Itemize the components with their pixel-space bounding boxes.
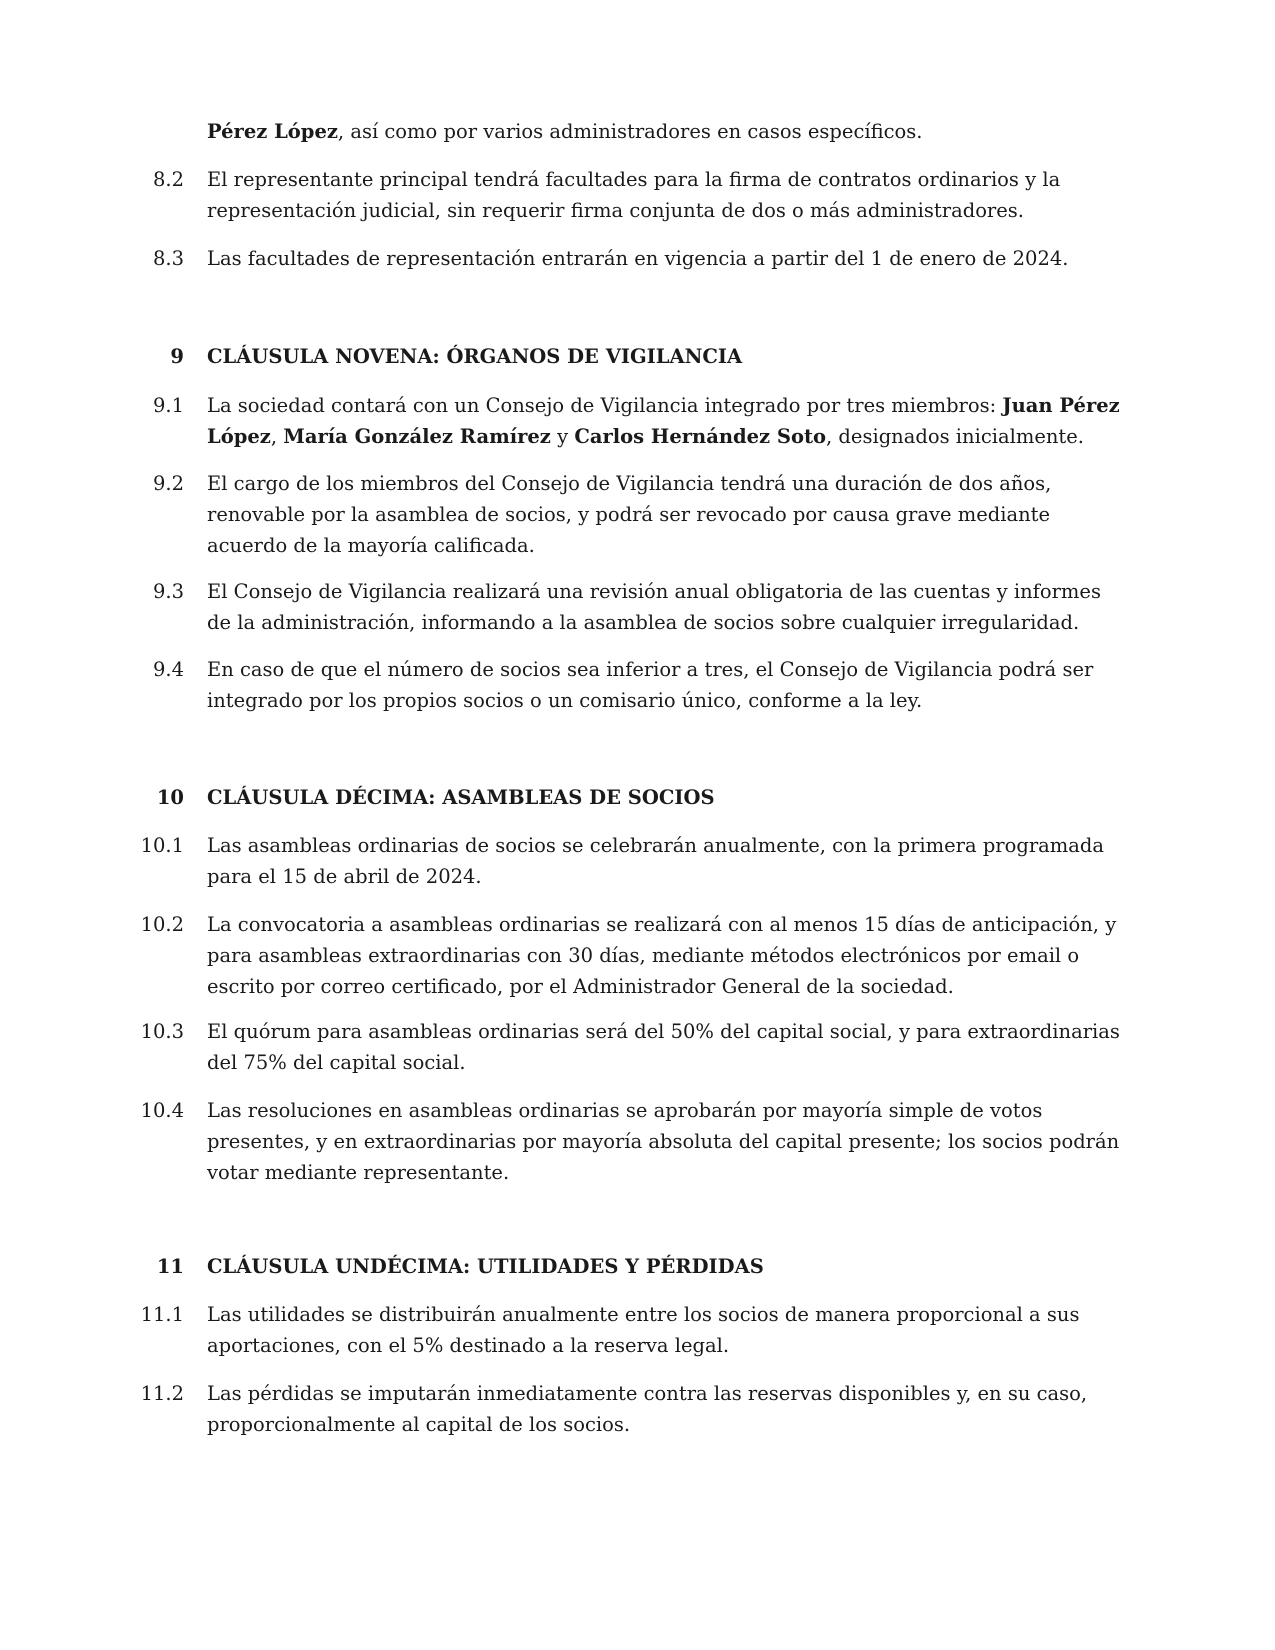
member-name: Juan Pérez López (207, 394, 1120, 448)
bold-name: Pérez López (207, 120, 338, 143)
clause-text: Las facultades de representación entrarán en vigencia a partir del 1 de enero de 2024. (207, 247, 1069, 270)
section-number: 9 (170, 345, 184, 368)
clause-number: 8.3 (152, 247, 184, 270)
clause-text: Las utilidades se distribuirán anualmente entre los socios de manera proporcional a sus aportaciones, con el 5% destinado a la reserva legal. (207, 1303, 1080, 1357)
clause-number: 10.4 (140, 1099, 184, 1122)
section-title: CLÁUSULA UNDÉCIMA: UTILIDADES Y PÉRDIDAS (207, 1255, 764, 1278)
clause-text: Las asambleas ordinarias de socios se celebrarán anualmente, con la primera programada para el 15 de abril de 2024. (207, 834, 1105, 888)
member-name: María González Ramírez (283, 425, 551, 448)
section-title: CLÁUSULA DÉCIMA: ASAMBLEAS DE SOCIOS (207, 786, 715, 809)
clause-number: 9.2 (152, 472, 184, 495)
clause-number: 10.3 (140, 1020, 184, 1043)
clause-text: La convocatoria a asambleas ordinarias se realizará con al menos 15 días de anticipación, y para asambleas extraordinarias con 30 días, mediante métodos electrónicos por email o escrito por correo certificado, por el Administrador General de la sociedad. (207, 913, 1117, 998)
clause-number: 9.4 (152, 658, 184, 681)
clause-number: 9.1 (152, 394, 184, 417)
member-name: Carlos Hernández Soto (574, 425, 827, 448)
clause-text: Las pérdidas se imputarán inmediatamente contra las reservas disponibles y, en su caso, proporcionalmente al capital de los socios. (207, 1382, 1088, 1436)
section-title: CLÁUSULA NOVENA: ÓRGANOS DE VIGILANCIA (207, 345, 743, 368)
clause-text: En caso de que el número de socios sea inferior a tres, el Consejo de Vigilancia podrá ser integrado por los propios socios o un comisario único, conforme a la ley. (207, 658, 1094, 712)
clause-text: La sociedad contará con un Consejo de Vigilancia integrado por tres miembros: Juan Pérez López, María González Ramírez y Carlos Hernández Soto, designados inicialmente. (207, 394, 1120, 448)
clause-text: El Consejo de Vigilancia realizará una revisión anual obligatoria de las cuentas y informes de la administración, informando a la asamblea de socios sobre cualquier irregularidad. (207, 580, 1101, 634)
clause-text: El cargo de los miembros del Consejo de Vigilancia tendrá una duración de dos años, renovable por la asamblea de socios, y podrá ser revocado por causa grave mediante acuerdo de la mayoría calificada. (207, 472, 1052, 557)
clause-text: El quórum para asambleas ordinarias será del 50% del capital social, y para extraordinarias del 75% del capital social. (207, 1020, 1120, 1074)
clause-number: 11.2 (140, 1382, 184, 1405)
clause-number: 10.2 (140, 913, 184, 936)
section-number: 11 (156, 1255, 184, 1278)
clause-text: El representante principal tendrá facultades para la firma de contratos ordinarios y la representación judicial, sin requerir firma conjunta de dos o más administradores. (207, 168, 1061, 222)
clause-number: 9.3 (152, 580, 184, 603)
continuation-text: Pérez López, así como por varios administradores en casos específicos. (207, 120, 923, 143)
clause-text: Las resoluciones en asambleas ordinarias se aprobarán por mayoría simple de votos presentes, y en extraordinarias por mayoría absoluta del capital presente; los socios podrán votar mediante representante. (207, 1099, 1120, 1184)
clause-number: 10.1 (140, 834, 184, 857)
clause-number: 11.1 (140, 1303, 184, 1326)
section-number: 10 (156, 786, 184, 809)
clause-number: 8.2 (152, 168, 184, 191)
